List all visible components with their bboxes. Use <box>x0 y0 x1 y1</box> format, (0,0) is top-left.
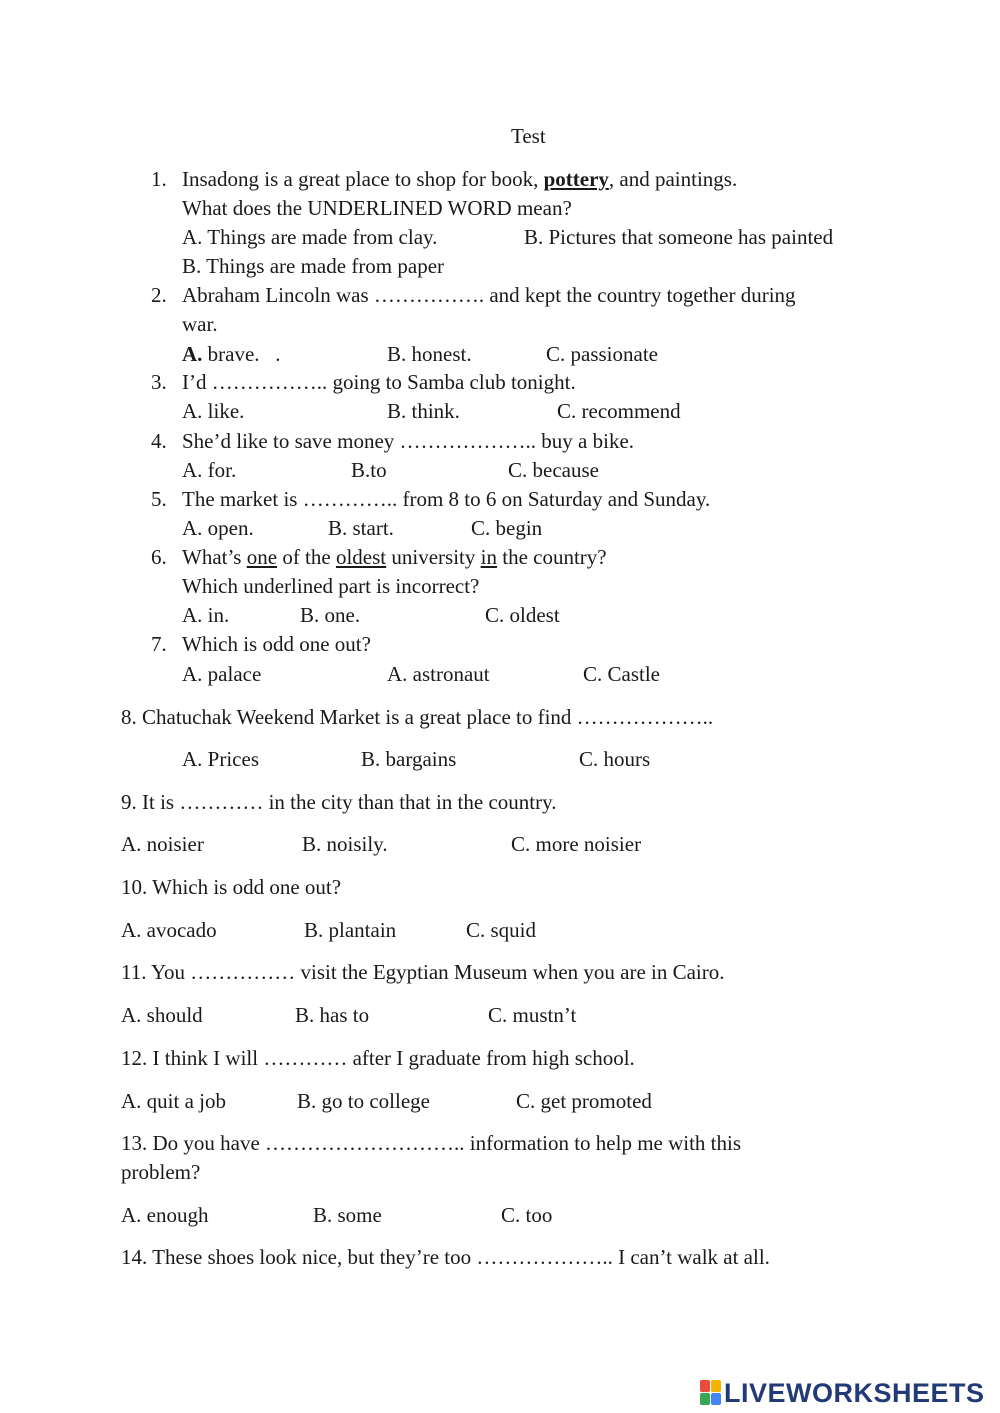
option[interactable]: C. oldest <box>485 603 560 627</box>
option[interactable]: A. open. <box>182 516 254 540</box>
text-part: university <box>386 545 481 569</box>
option[interactable]: A. for. <box>182 458 237 482</box>
question-text: 14. These shoes look nice, but they’re too ……………….. I can’t walk at all. <box>121 1245 770 1269</box>
option[interactable]: B. Things are made from paper <box>182 254 445 278</box>
option[interactable] <box>182 344 281 365</box>
option[interactable]: B. start. <box>328 516 394 540</box>
option[interactable]: C. Castle <box>583 662 660 686</box>
question-number: 2. <box>151 283 167 307</box>
option[interactable]: B. noisily. <box>302 832 388 856</box>
question-text: 9. It is ………… in the city than that in the country. <box>121 790 557 814</box>
option[interactable]: A. avocado <box>121 918 217 942</box>
question-text: 11. You …………… visit the Egyptian Museum when you are in Cairo. <box>121 960 725 984</box>
question-text: She’d like to save money ……………….. buy a bike. <box>182 429 635 453</box>
logo-mark-icon <box>700 1380 722 1406</box>
option[interactable]: C. too <box>501 1203 553 1227</box>
option[interactable]: A. in. <box>182 603 230 627</box>
question-text: Abraham Lincoln was ……………. and kept the country together during <box>182 283 796 307</box>
question-text: The market is ………….. from 8 to 6 on Saturday and Sunday. <box>182 487 711 511</box>
text-part: of the <box>277 545 336 569</box>
option[interactable]: B. honest. <box>387 342 472 366</box>
option[interactable]: A. quit a job <box>121 1089 226 1113</box>
option[interactable]: B. bargains <box>361 747 457 771</box>
question-text: 8. Chatuchak Weekend Market is a great place to find ……………….. <box>121 705 714 729</box>
question-text-cont: problem? <box>121 1160 201 1184</box>
text-part: the country? <box>496 545 607 569</box>
option[interactable]: B.to <box>351 458 387 482</box>
option[interactable]: C. because <box>508 458 599 482</box>
question-subtext: What does the UNDERLINED WORD mean? <box>182 196 572 220</box>
option[interactable]: C. hours <box>579 747 651 771</box>
option[interactable]: B. plantain <box>304 918 397 942</box>
question-text: 12. I think I will ………… after I graduate from high school. <box>121 1046 635 1070</box>
option[interactable]: C. passionate <box>546 342 658 366</box>
option[interactable]: A. astronaut <box>387 662 490 686</box>
page-title: Test <box>511 124 546 148</box>
option[interactable]: C. recommend <box>557 399 681 423</box>
text-part: What’s <box>182 545 247 569</box>
option[interactable]: C. begin <box>471 516 543 540</box>
question-number: 4. <box>151 429 167 453</box>
question-stem: Insadong is a great place to shop for book, <box>182 167 539 191</box>
question-number: 7. <box>151 632 167 656</box>
question-text-cont: war. <box>182 312 218 336</box>
underlined-part: oldest <box>335 545 387 569</box>
option[interactable]: C. more noisier <box>511 832 642 856</box>
question-text <box>182 169 737 190</box>
option[interactable]: A. Things are made from clay. <box>182 225 438 249</box>
underlined-word: pottery <box>543 167 609 191</box>
option[interactable]: C. mustn’t <box>488 1003 577 1027</box>
question-text: 13. Do you have ……………………….. information to help me with this <box>121 1131 742 1155</box>
option[interactable]: C. squid <box>466 918 537 942</box>
option[interactable]: A. should <box>121 1003 203 1027</box>
question-text: I’d …………….. going to Samba club tonight. <box>182 370 576 394</box>
question-number: 1. <box>151 167 167 191</box>
option[interactable]: A. like. <box>182 399 245 423</box>
option[interactable]: B. has to <box>295 1003 370 1027</box>
option-text: brave. . <box>202 342 281 366</box>
option[interactable]: C. get promoted <box>516 1089 652 1113</box>
option[interactable]: B. go to college <box>297 1089 430 1113</box>
question-text: Which is odd one out? <box>182 632 371 656</box>
question-text <box>182 547 607 568</box>
underlined-part: in <box>480 545 497 569</box>
question-text: 10. Which is odd one out? <box>121 875 342 899</box>
option[interactable]: A. noisier <box>121 832 204 856</box>
option[interactable]: B. think. <box>387 399 460 423</box>
question-stem-end: , and paintings. <box>608 167 738 191</box>
question-number: 3. <box>151 370 167 394</box>
question-number: 6. <box>151 545 167 569</box>
option[interactable]: B. some <box>313 1203 382 1227</box>
liveworksheets-logo <box>700 1376 985 1410</box>
question-number: 5. <box>151 487 167 511</box>
option[interactable]: A. enough <box>121 1203 209 1227</box>
underlined-part: one <box>246 545 278 569</box>
option[interactable]: A. Prices <box>182 747 259 771</box>
option[interactable]: B. Pictures that someone has painted <box>524 225 834 249</box>
logo-text: LIVEWORKSHEETS <box>724 1377 985 1408</box>
option[interactable]: B. one. <box>300 603 361 627</box>
question-subtext: Which underlined part is incorrect? <box>182 574 480 598</box>
option[interactable]: A. palace <box>182 662 262 686</box>
option-letter: A. <box>182 342 203 366</box>
